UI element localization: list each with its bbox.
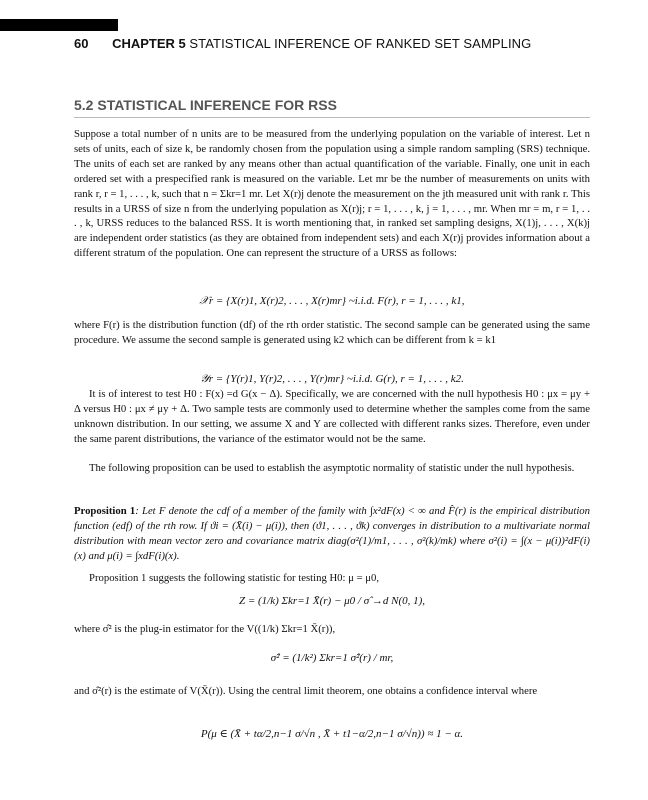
paragraph-7: and σ̂²(r) is the estimate of V(X̄(r)). Using the central limit theorem, one obtains a confidence interval where xyxy=(74,685,538,697)
equation-3: Z = (1/k) Σkr=1 X̄(r) − μ0 / σ̂ →d N(0, 1), xyxy=(238,595,426,607)
proposition-label: Proposition 1 xyxy=(74,505,136,517)
paragraph-5: Proposition 1 suggests the following statistic for testing H0: μ = μ0, xyxy=(89,572,380,584)
section-rule xyxy=(74,117,590,118)
page-number: 60 xyxy=(74,36,89,51)
paragraph-1: Suppose a total number of n units are to be measured from the underlying population on the variable of interest. Let n sets of units, each of size k, be randomly chosen from the population using a simple random sampling (SRS) technique. The units of each set are ranked by any means other than actual quantification of the variable. Finally, one unit in each ordered set with a prespecified rank is measured on the variable. Let mr be the number of measurements on units with rank r, r = 1, . . . , k, such that n = Σkr=1 mr. Let X(r)j denote the measurement on the jth measured unit with rank r. This results in a URSS of size n from the underlying population as X(r)j; r = 1, . . . , k, j = 1, . . . , mr. When mr = m, r = 1, . . . , k, URSS reduces to the balanced RSS. It is worth mentioning that, in ranked set sampling designs, X(1)j, . . . , X(k)j are independent order statistics (as they are obtained from independent sets) and each X(r)j provides information about a different stratum of the population. One can represent the structure of a URSS as follows: xyxy=(74,128,590,260)
paragraph-2: where F(r) is the distribution function (df) of the rth order statistic. The second sample can be generated using the same procedure. We assume the second sample is generated using k2 which can be different from k = k1 xyxy=(74,319,590,346)
proposition-text: : Let F denote the cdf of a member of the family with ∫x²dF(x) < ∞ and F̂(r) is the empirical distribution function (edf) of the rth row. If ϑi = (X̄(i) − μ(i)), then (ϑ1, . . . , ϑk) converges in distribution to a multivariate normal distribution with mean vector zero and covariance matrix diag(σ²(1)/m1, . . . , σ²(k)/mk) where σ²(i) = ∫(x − μ(i))²dF(i)(x) and μ(i) = ∫xdF(i)(x). xyxy=(74,505,590,562)
chapter-title: STATISTICAL INFERENCE OF RANKED SET SAMPLING xyxy=(189,36,532,51)
paragraph-4: The following proposition can be used to establish the asymptotic normality of statistic under the null hypothesis. xyxy=(89,462,575,474)
paragraph-3: It is of interest to test H0 : F(x) =d G(x − Δ). Specifically, we are concerned with the null hypothesis H0 : μx = μy + Δ versus H0 : μx ≠ μy + Δ. Two sample tests are commonly used to determine whether the samples come from the same unknown distribution. In our setting, we assume X and Y are collected with different ranks sizes. Therefore, even under the same parent distributions, the variance of the estimator would not be the same. xyxy=(74,388,590,445)
equation-4: σ̂² = (1/k²) Σkr=1 σ̂²(r) / mr, xyxy=(270,652,394,664)
chapter-label: CHAPTER 5 xyxy=(112,36,186,51)
section-title: 5.2 STATISTICAL INFERENCE FOR RSS xyxy=(74,97,337,113)
paragraph-6: where σ̂² is the plug-in estimator for the V((1/k) Σkr=1 X̄(r)), xyxy=(74,623,336,635)
equation-1: 𝒳r = {X(r)1, X(r)2, . . . , X(r)mr} ~i.i.d. F(r), r = 1, . . . , k1, xyxy=(199,295,465,307)
running-head xyxy=(74,36,531,51)
equation-2: 𝒴r = {Y(r)1, Y(r)2, . . . , Y(r)mr} ~i.i.d. G(r), r = 1, . . . , k2. xyxy=(200,373,464,385)
header-bar xyxy=(0,19,118,31)
equation-5: P(μ ∈ (X̄ + tα/2,n−1 σ/√n , X̄ + t1−α/2,n−1 σ/√n)) ≈ 1 − α. xyxy=(200,728,464,740)
proposition-1 xyxy=(74,504,590,564)
